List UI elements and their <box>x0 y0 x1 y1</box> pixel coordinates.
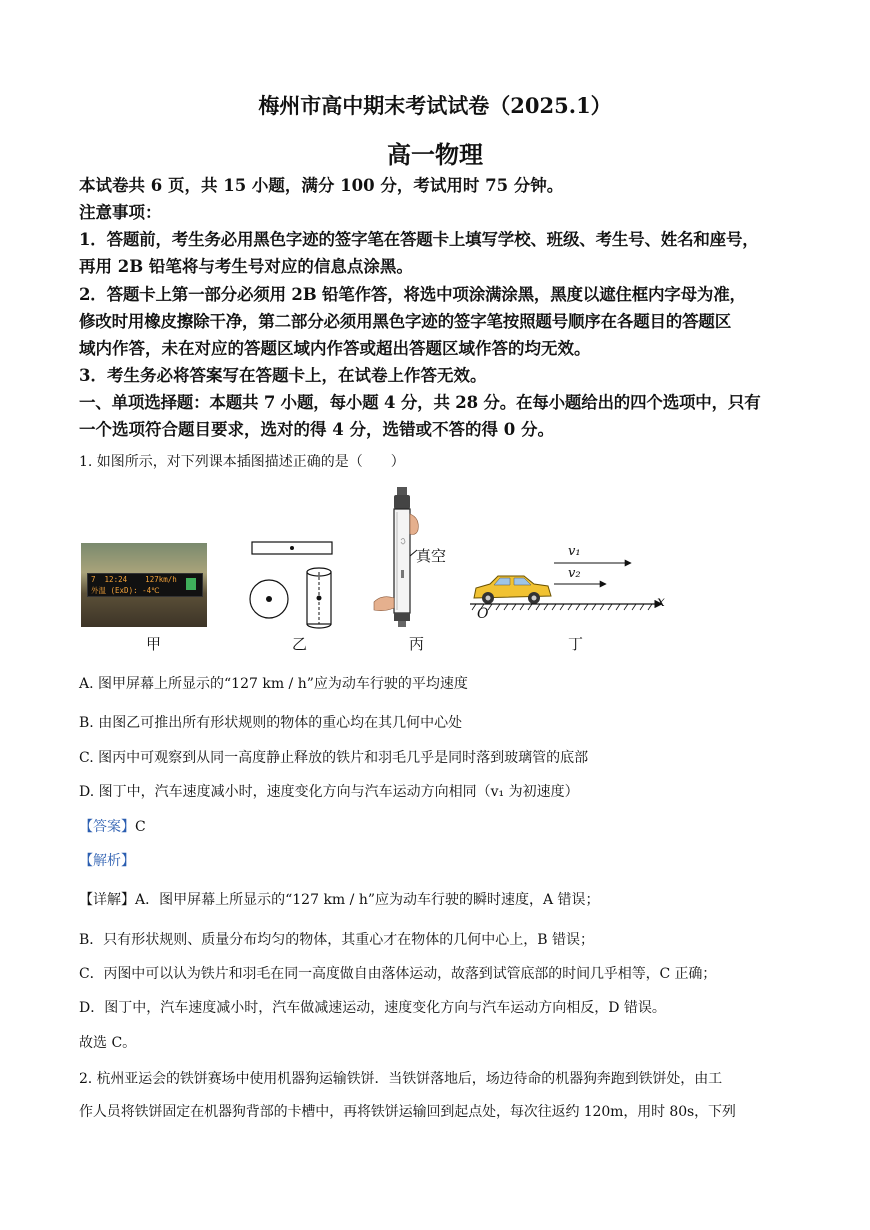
green-sign-icon <box>186 578 196 590</box>
section-heading-1: 一、单项选择题：本题共 7 小题，每小题 4 分，共 28 分。在每小题给出的四个选项中，只有 <box>79 393 761 412</box>
analysis-tag: 【解析】 <box>79 853 135 869</box>
caption-ding: 丁 <box>568 635 584 653</box>
caption-yi: 乙 <box>292 635 308 653</box>
notice-item-1b: 再用 2B 铅笔将与考生号对应的信息点涂黑。 <box>79 257 413 276</box>
conclusion: 故选 C。 <box>79 1035 137 1051</box>
vacuum-label: 真空 <box>416 547 447 565</box>
answer-tag: 【答案】 <box>79 819 135 835</box>
q1-option-a: A. 图甲屏幕上所显示的“127 km / h”应为动车行驶的平均速度 <box>79 676 468 692</box>
led-display: 7 12:24 127km/h 外温 (ExD): -4℃ <box>87 573 203 597</box>
origin-label: O <box>477 606 489 622</box>
detail-c: C．丙图中可以认为铁片和羽毛在同一高度做自由落体运动，故落到试管底部的时间几乎相等，C 正确； <box>79 966 717 982</box>
notice-item-2c: 域内作答，未在对应的答题区域内作答或超出答题区域作答的均无效。 <box>79 339 591 358</box>
notice-title: 注意事项： <box>79 203 162 222</box>
notice-item-3: 3．考生务必将答案写在答题卡上，在试卷上作答无效。 <box>79 366 487 385</box>
q1-option-c: C. 图丙中可观察到从同一高度静止释放的铁片和羽毛几乎是同时落到玻璃管的底部 <box>79 750 589 766</box>
x-axis-label: x <box>657 594 665 610</box>
exam-title: 梅州市高中期末考试试卷（2025.1） <box>258 93 612 118</box>
caption-bing: 丙 <box>409 635 425 653</box>
notice-item-1a: 1．答题前，考生务必用黑色字迹的签字笔在答题卡上填写学校、班级、考生号、姓名和座号， <box>79 230 759 249</box>
q2-stem-line2: 作人员将铁饼固定在机器狗背部的卡槽中，再将铁饼运输回到起点处，每次往返约 120m，用时 80s，下列 <box>79 1104 736 1120</box>
vacuum-tube-figure <box>370 484 460 630</box>
q1-option-d: D. 图丁中，汽车速度减小时，速度变化方向与汽车运动方向相同（v₁ 为初速度） <box>79 784 579 800</box>
notice-item-2b: 修改时用橡皮擦除干净，第二部分必须用黑色字迹的签字笔按照题号顺序在各题目的答题区 <box>79 312 732 331</box>
q1-option-b: B. 由图乙可推出所有形状规则的物体的重心均在其几何中心处 <box>79 715 463 731</box>
detail-a: 【详解】A．图甲屏幕上所显示的“127 km / h”应为动车行驶的瞬时速度，A 错误； <box>79 892 600 908</box>
q1-answer <box>79 816 799 836</box>
v1-label: v₁ <box>568 544 581 559</box>
caption-jia: 甲 <box>146 635 162 653</box>
detail-b: B．只有形状规则、质量分布均匀的物体，其重心才在物体的几何中心上，B 错误； <box>79 932 595 948</box>
center-of-gravity-figure <box>245 538 335 630</box>
section-heading-2: 一个选项符合题目要求，选对的得 4 分，选错或不答的得 0 分。 <box>79 420 554 439</box>
exam-intro: 本试卷共 6 页，共 15 小题，满分 100 分，考试用时 75 分钟。 <box>79 176 564 195</box>
answer-value: C <box>135 819 146 835</box>
subject-title: 高一物理 <box>387 140 483 169</box>
q2-stem-line1: 2. 杭州亚运会的铁饼赛场中使用机器狗运输铁饼．当铁饼落地后，场边待命的机器狗奔跑到铁饼处，由工 <box>79 1071 723 1087</box>
notice-item-2a: 2．答题卡上第一部分必须用 2B 铅笔作答，将选中项涂满涂黑，黑度以遮住框内字母为准， <box>79 285 746 304</box>
q1-stem: 1. 如图所示，对下列课本插图描述正确的是（ ） <box>79 454 405 470</box>
detail-d: D．图丁中，汽车速度减小时，汽车做减速运动，速度变化方向与汽车运动方向相反，D 错误。 <box>79 1000 666 1016</box>
train-screen-photo <box>81 543 207 627</box>
v2-label: v₂ <box>568 566 581 581</box>
